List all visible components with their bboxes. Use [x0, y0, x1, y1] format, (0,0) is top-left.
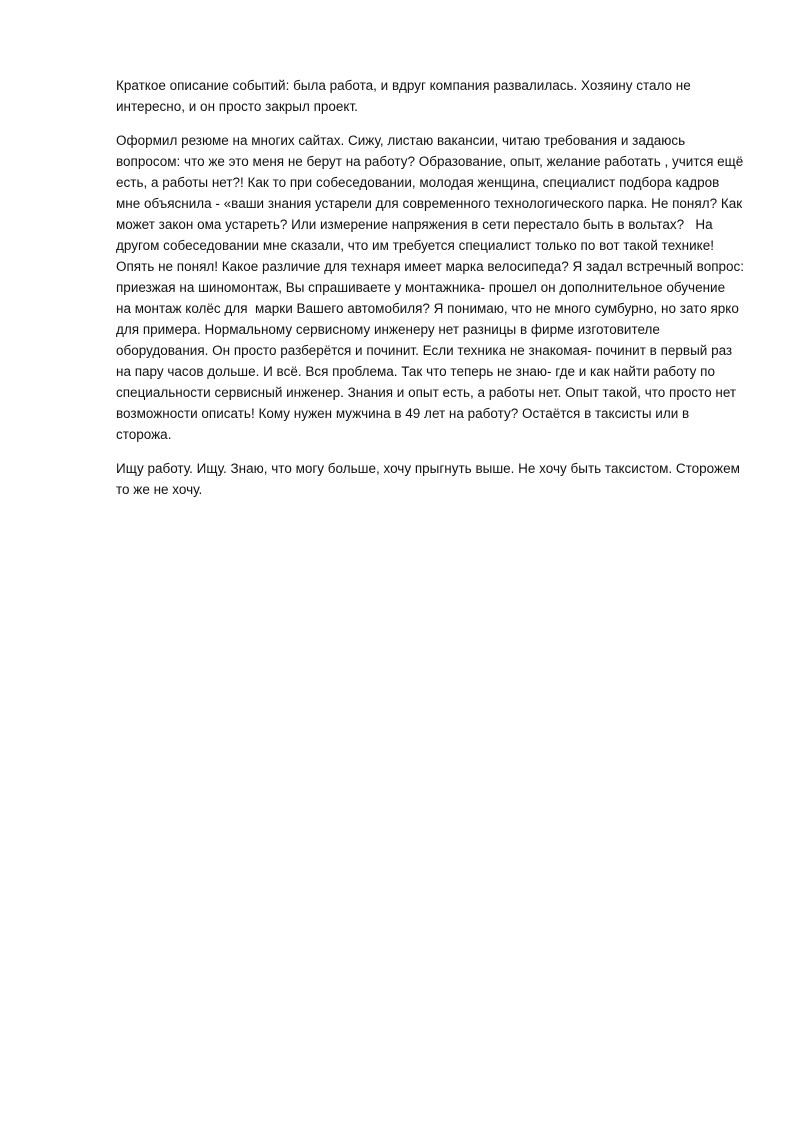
paragraph-line: Оформил резюме на многих сайтах. Сижу, листаю вакансии, читаю требования и задаюсь: [116, 133, 686, 148]
paragraph-line: Опять не понял! Какое различие для технаря имеет марка велосипеда? Я задал встречный вопрос:: [116, 259, 745, 274]
paragraph-line: Краткое описание событий: была работа, и вдруг компания развалилась. Хозяину стало не: [116, 78, 691, 93]
paragraph-line: то же не хочу.: [116, 482, 203, 497]
document-body: [116, 75, 746, 513]
paragraph: [116, 75, 746, 117]
paragraph-line: может закон ома устареть? Или измерение напряжения в сети перестало быть в вольтах? На: [116, 217, 713, 232]
paragraph: [116, 458, 746, 500]
paragraph-line: возможности описать! Кому нужен мужчина в 49 лет на работу? Остаётся в таксисты или в: [116, 406, 690, 421]
paragraph-line: Ищу работу. Ищу. Знаю, что могу больше, хочу прыгнуть выше. Не хочу быть таксистом. Сторожем: [116, 461, 740, 476]
paragraph-line: на пару часов дольше. И всё. Вся проблема. Так что теперь не знаю- где и как найти работу по: [116, 364, 716, 379]
paragraph-line: сторожа.: [116, 427, 172, 442]
paragraph-line: интересно, и он просто закрыл проект.: [116, 99, 358, 114]
paragraph-line: оборудования. Он просто разберётся и починит. Если техника не знакомая- починит в первый раз: [116, 343, 733, 358]
paragraph-line: другом собеседовании мне сказали, что им требуется специалист только по вот такой технике!: [116, 238, 714, 253]
paragraph-line: есть, а работы нет?! Как то при собеседовании, молодая женщина, специалист подбора кадров: [116, 175, 720, 190]
paragraph-line: приезжая на шиномонтаж, Вы спрашиваете у монтажника- прошел он дополнительное обучение: [116, 280, 726, 295]
paragraph-line: для примера. Нормальному сервисному инженеру нет разницы в фирме изготовителе: [116, 322, 660, 337]
paragraph-line: на монтаж колёс для марки Вашего автомобиля? Я понимаю, что не много сумбурно, но зато ярко: [116, 301, 739, 316]
paragraph-line: специальности сервисный инженер. Знания и опыт есть, а работы нет. Опыт такой, что просто нет: [116, 385, 737, 400]
paragraph-line: вопросом: что же это меня не берут на работу? Образование, опыт, желание работать , учится ещё: [116, 154, 744, 169]
paragraph: [116, 130, 746, 445]
paragraph-line: мне объяснила - «ваши знания устарели для современного технологического парка. Не понял? Как: [116, 196, 743, 211]
